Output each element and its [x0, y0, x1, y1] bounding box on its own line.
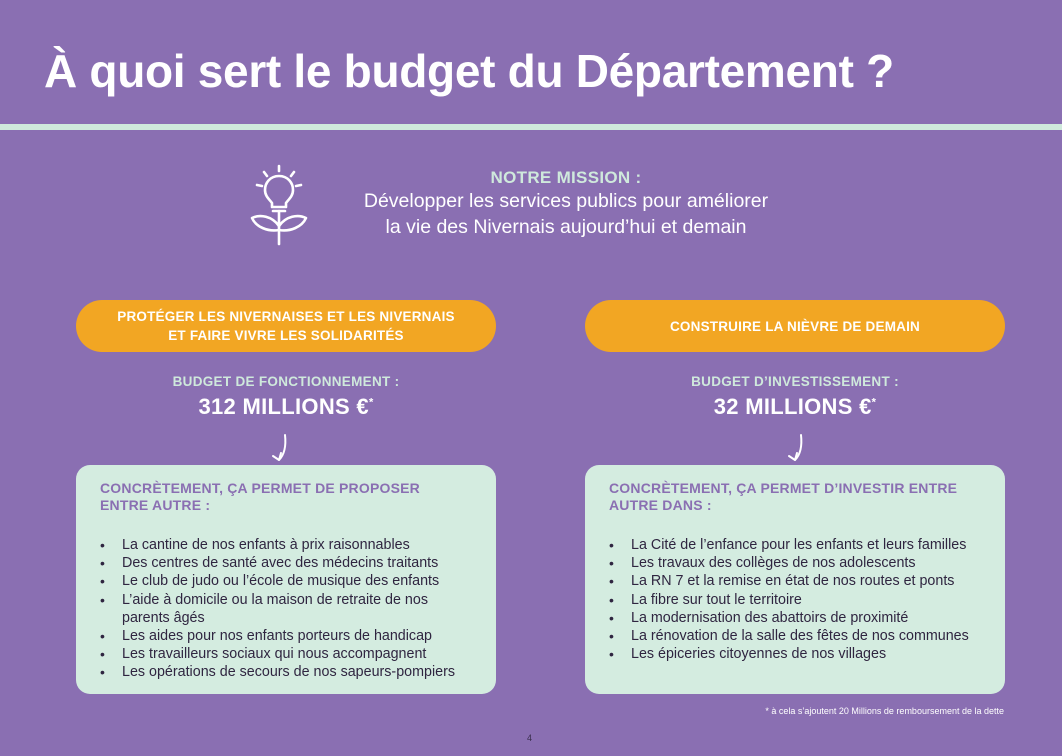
list-item: • Les aides pour nos enfants porteurs de handicap	[100, 627, 476, 645]
investment-budget	[585, 374, 1005, 420]
list-item: • La RN 7 et la remise en état de nos routes et ponts	[609, 572, 985, 590]
list-item: • Les travailleurs sociaux qui nous accompagnent	[100, 645, 476, 663]
investment-budget-label: BUDGET D’INVESTISSEMENT :	[691, 374, 899, 389]
mission-line-2: la vie des Nivernais aujourd’hui et demain	[385, 216, 747, 238]
list-item: • La Cité de l’enfance pour les enfants et leurs familles	[609, 536, 985, 554]
investment-budget-amount: 32 MILLIONS €*	[713, 394, 877, 419]
operating-budget	[76, 374, 496, 420]
footnote: * à cela s’ajoutent 20 Millions de remboursement de la dette	[765, 706, 1004, 716]
list-item: • La rénovation de la salle des fêtes de nos communes	[609, 627, 985, 645]
curved-arrow-icon	[786, 432, 806, 464]
solidarity-pill	[76, 300, 496, 352]
page-title: À quoi sert le budget du Département ?	[44, 45, 894, 97]
investment-card-heading: CONCRÈTEMENT, ÇA PERMET D’INVESTIR ENTRE AUTRE DANS :	[609, 480, 958, 513]
solidarity-pill-line-2: ET FAIRE VIVRE LES SOLIDARITÉS	[168, 328, 404, 343]
future-pill-label: CONSTRUIRE LA NIÈVRE DE DEMAIN	[669, 318, 920, 334]
list-item: • La modernisation des abattoirs de proximité	[609, 609, 985, 627]
solidarity-pill-line-1: PROTÉGER LES NIVERNAISES ET LES NIVERNAIS	[117, 309, 455, 324]
operating-budget-amount: 312 MILLIONS €*	[198, 394, 374, 419]
list-item: • L’aide à domicile ou la maison de retraite de nos parents âgés	[100, 591, 476, 627]
curved-arrow-icon	[270, 432, 290, 464]
mission-line-1: Développer les services publics pour améliorer	[363, 190, 769, 212]
operating-items-list	[100, 536, 476, 682]
page-number: 4	[527, 733, 533, 743]
investment-card	[585, 465, 1005, 694]
operating-card	[76, 465, 496, 694]
list-item: • Le club de judo ou l’école de musique des enfants	[100, 572, 476, 590]
title-divider	[0, 124, 1062, 130]
list-item: • La fibre sur tout le territoire	[609, 591, 985, 609]
operating-budget-label: BUDGET DE FONCTIONNEMENT :	[172, 374, 400, 389]
investment-items-list	[609, 536, 985, 663]
list-item: • Des centres de santé avec des médecins traitants	[100, 554, 476, 572]
list-item: • Les épiceries citoyennes de nos villages	[609, 645, 985, 663]
mission-label: NOTRE MISSION :	[490, 168, 642, 187]
future-pill	[585, 300, 1005, 352]
list-item: • La cantine de nos enfants à prix raisonnables	[100, 536, 476, 554]
mission-block	[320, 168, 812, 240]
list-item: • Les opérations de secours de nos sapeurs-pompiers	[100, 663, 476, 681]
list-item: • Les travaux des collèges de nos adolescents	[609, 554, 985, 572]
lightbulb-plant-icon	[248, 164, 310, 246]
operating-card-heading: CONCRÈTEMENT, ÇA PERMET DE PROPOSER ENTRE AUTRE :	[100, 480, 420, 513]
